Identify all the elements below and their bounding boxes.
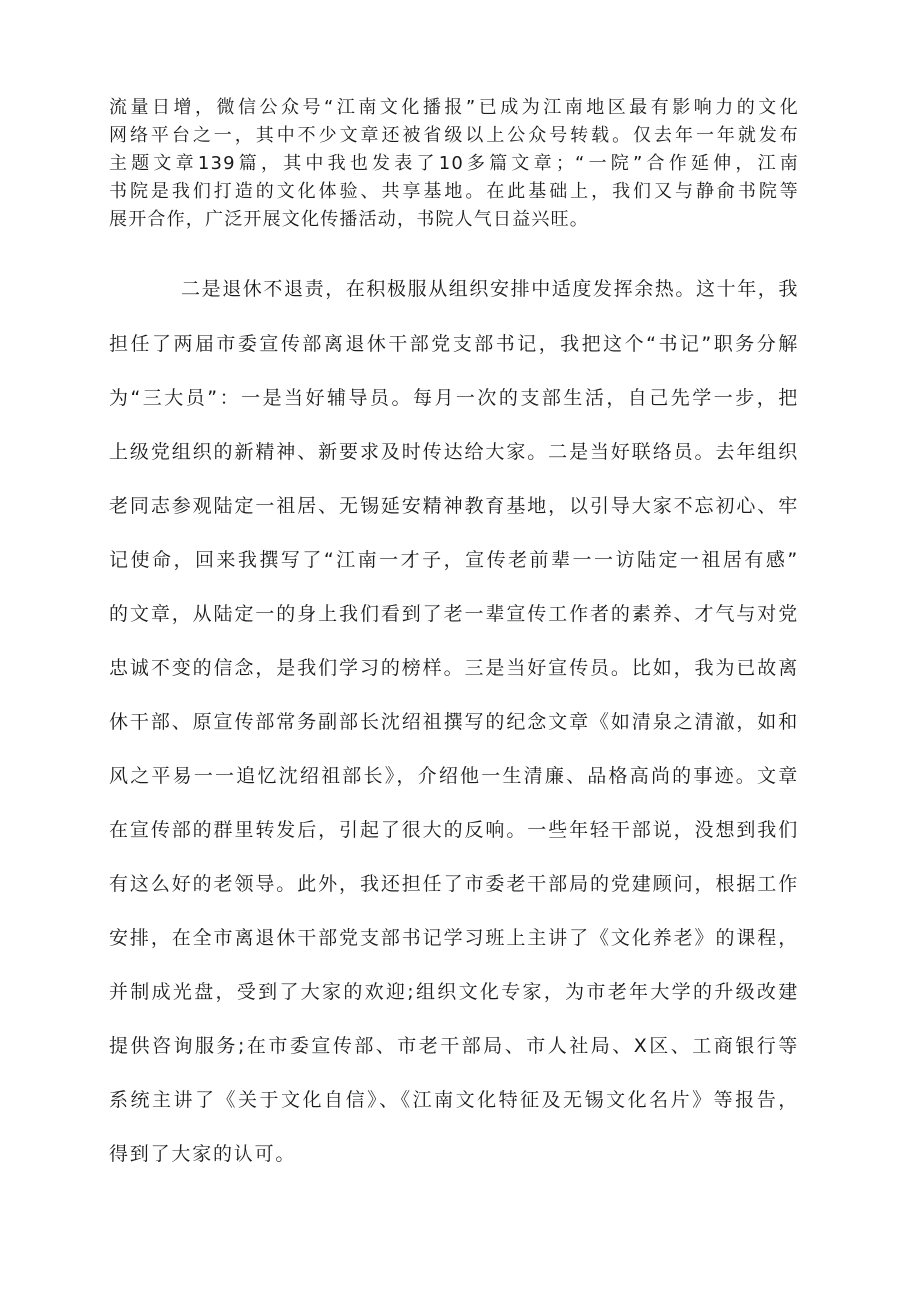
paragraph-line: 担任了两届市委宣传部离退休干部党支部书记，我把这个“书记”职务分解: [109, 333, 799, 355]
paragraph-line: 有这么好的老领导。此外，我还担任了市委老干部局的党建顾问，根据工作: [109, 873, 799, 895]
paragraph-line: 流量日增，微信公众号“江南文化播报”已成为江南地区最有影响力的文化: [109, 97, 799, 118]
paragraph-line: 记使命，回来我撰写了“江南一才子，宣传老前辈一一访陆定一祖居有感”: [109, 549, 799, 571]
paragraph-line: 主题文章139篇，其中我也发表了10多篇文章；“一院”合作延伸，江南: [109, 153, 799, 174]
paragraph-line: 的文章，从陆定一的身上我们看到了老一辈宣传工作者的素养、才气与对党: [109, 603, 799, 625]
paragraph-line: 为“三大员”：一是当好辅导员。每月一次的支部生活，自己先学一步，把: [109, 387, 799, 409]
paragraph-line: 系统主讲了《关于文化自信》、《江南文化特征及无锡文化名片》等报告，: [109, 1089, 799, 1111]
paragraph-line: 忠诚不变的信念，是我们学习的榜样。三是当好宣传员。比如，我为已故离: [109, 657, 799, 679]
paragraph-line: 安排，在全市离退休干部党支部书记学习班上主讲了《文化养老》的课程，: [109, 927, 799, 949]
paragraph-line: 上级党组织的新精神、新要求及时传达给大家。二是当好联络员。去年组织: [109, 441, 799, 463]
paragraph-line: 二是退休不退责，在积极服从组织安排中适度发挥余热。这十年，我: [181, 278, 799, 300]
paragraph-line: 网络平台之一，其中不少文章还被省级以上公众号转载。仅去年一年就发布: [109, 125, 799, 146]
paragraph-line: 在宣传部的群里转发后，引起了很大的反响。一些年轻干部说，没想到我们: [109, 819, 799, 841]
paragraph-line: 得到了大家的认可。: [109, 1143, 297, 1165]
paragraph-line: 并制成光盘，受到了大家的欢迎;组织文化专家，为市老年大学的升级改建: [109, 981, 799, 1003]
paragraph-line: 提供咨询服务;在市委宣传部、市老干部局、市人社局、X区、工商银行等: [109, 1035, 799, 1057]
paragraph-line: 休干部、原宣传部常务副部长沈绍祖撰写的纪念文章《如清泉之清澈，如和: [109, 711, 799, 733]
paragraph-line: 老同志参观陆定一祖居、无锡延安精神教育基地，以引导大家不忘初心、牢: [109, 495, 799, 517]
paragraph-line: 风之平易一一追忆沈绍祖部长》，介绍他一生清廉、品格高尚的事迹。文章: [109, 765, 799, 787]
paragraph-line: 书院是我们打造的文化体验、共享基地。在此基础上，我们又与静俞书院等: [109, 181, 799, 202]
paragraph-line: 展开合作，广泛开展文化传播活动，书院人气日益兴旺。: [109, 209, 589, 230]
